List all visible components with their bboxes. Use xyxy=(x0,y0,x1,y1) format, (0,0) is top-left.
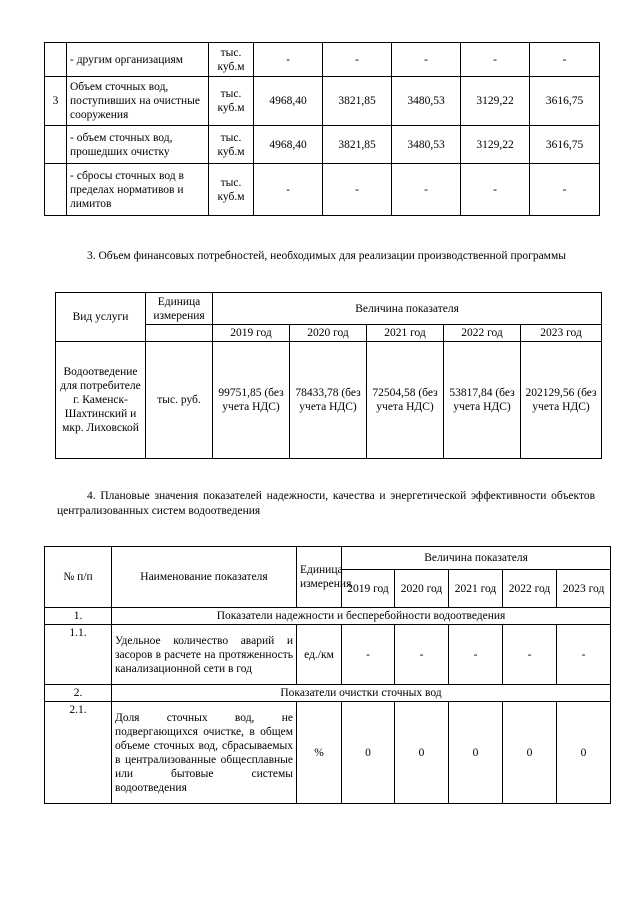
value-2023: 3616,75 xyxy=(530,126,600,164)
value-2019: - xyxy=(254,43,323,77)
table-row xyxy=(45,126,600,164)
value-2020: 0 xyxy=(395,702,449,804)
section-title: Показатели очистки сточных вод xyxy=(112,685,611,702)
header-unit-blank xyxy=(146,325,213,342)
header-value: Величина показателя xyxy=(213,293,602,325)
row-unit: тыс. куб.м xyxy=(209,43,254,77)
table-row xyxy=(45,164,600,216)
header-year: 2019 год xyxy=(342,570,395,608)
section-number: 2. xyxy=(45,685,112,702)
header-year: 2020 год xyxy=(395,570,449,608)
value-2021: 3480,53 xyxy=(392,77,461,126)
header-name: Наименование показателя xyxy=(112,547,297,608)
header-year: 2023 год xyxy=(557,570,611,608)
value-2022: 53817,84 (без учета НДС) xyxy=(444,342,521,459)
header-unit: Единица измерения xyxy=(297,547,342,608)
header-year: 2023 год xyxy=(521,325,602,342)
header-year: 2022 год xyxy=(444,325,521,342)
row-number xyxy=(45,164,67,216)
table-indicators xyxy=(44,546,611,804)
value-2023: 3616,75 xyxy=(530,77,600,126)
row-number: 1.1. xyxy=(45,625,112,685)
header-value: Величина показателя xyxy=(342,547,611,570)
header-year: 2022 год xyxy=(503,570,557,608)
row-number: 3 xyxy=(45,77,67,126)
value-2020: 3821,85 xyxy=(323,126,392,164)
value-2022: - xyxy=(461,43,530,77)
table-row xyxy=(45,702,611,804)
value-2021: - xyxy=(392,164,461,216)
row-name: Доля сточных вод, не подвергающихся очистке, в общем объеме сточных вод, сбрасываемых в централизованные общесплавные или бытовые системы водоотведения xyxy=(112,702,297,804)
value-2020: 3821,85 xyxy=(323,77,392,126)
header-year: 2019 год xyxy=(213,325,290,342)
section-row xyxy=(45,608,611,625)
value-2021: 3480,53 xyxy=(392,126,461,164)
value-2019: 4968,40 xyxy=(254,77,323,126)
header-number: № п/п xyxy=(45,547,112,608)
value-2022: - xyxy=(461,164,530,216)
row-unit: тыс. куб.м xyxy=(209,77,254,126)
header-service: Вид услуги xyxy=(56,293,146,342)
value-2022: - xyxy=(503,625,557,685)
table-row xyxy=(45,43,600,77)
value-2020: - xyxy=(323,164,392,216)
row-number xyxy=(45,126,67,164)
value-2020: - xyxy=(323,43,392,77)
value-2023: 0 xyxy=(557,702,611,804)
section-4-heading: 4. Плановые значения показателей надежности, качества и энергетической эффективности объектов централизованных систем водоотведения xyxy=(57,490,595,517)
row-name: - другим организациям xyxy=(67,43,209,77)
value-2022: 0 xyxy=(503,702,557,804)
section-row xyxy=(45,685,611,702)
row-unit: % xyxy=(297,702,342,804)
section-title: Показатели надежности и бесперебойности водоотведения xyxy=(112,608,611,625)
table-header-row xyxy=(56,293,602,325)
value-2020: 78433,78 (без учета НДС) xyxy=(290,342,367,459)
value-2021: - xyxy=(392,43,461,77)
section-3-heading: 3. Объем финансовых потребностей, необходимых для реализации производственной программы xyxy=(87,250,566,262)
row-number xyxy=(45,43,67,77)
table-row xyxy=(45,77,600,126)
value-2019: - xyxy=(254,164,323,216)
row-unit: тыс. куб.м xyxy=(209,126,254,164)
value-2021: 72504,58 (без учета НДС) xyxy=(367,342,444,459)
row-name: Объем сточных вод, поступивших на очистные сооружения xyxy=(67,77,209,126)
header-unit: Единица измерения xyxy=(146,293,213,325)
row-name: Удельное количество аварий и засоров в расчете на протяженность канализационной сети в год xyxy=(112,625,297,685)
table-header-row xyxy=(45,547,611,570)
value-2020: - xyxy=(395,625,449,685)
row-name: - объем сточных вод, прошедших очистку xyxy=(67,126,209,164)
service-unit: тыс. руб. xyxy=(146,342,213,459)
value-2023: - xyxy=(530,164,600,216)
section-number: 1. xyxy=(45,608,112,625)
table-row xyxy=(45,625,611,685)
table-financial-needs xyxy=(55,292,602,459)
value-2023: 202129,56 (без учета НДС) xyxy=(521,342,602,459)
value-2023: - xyxy=(557,625,611,685)
header-year: 2021 год xyxy=(449,570,503,608)
value-2019: - xyxy=(342,625,395,685)
table-water-volumes xyxy=(44,42,600,216)
value-2019: 4968,40 xyxy=(254,126,323,164)
value-2023: - xyxy=(530,43,600,77)
header-year: 2020 год xyxy=(290,325,367,342)
value-2022: 3129,22 xyxy=(461,126,530,164)
value-2019: 0 xyxy=(342,702,395,804)
row-unit: тыс. куб.м xyxy=(209,164,254,216)
row-name: - сбросы сточных вод в пределах нормативов и лимитов xyxy=(67,164,209,216)
row-unit: ед./км xyxy=(297,625,342,685)
value-2019: 99751,85 (без учета НДС) xyxy=(213,342,290,459)
header-year: 2021 год xyxy=(367,325,444,342)
table-row xyxy=(56,342,602,459)
value-2021: - xyxy=(449,625,503,685)
row-number: 2.1. xyxy=(45,702,112,804)
value-2021: 0 xyxy=(449,702,503,804)
value-2022: 3129,22 xyxy=(461,77,530,126)
service-name: Водоотведение для потребителе г. Каменск-Шахтинский и мкр. Лиховской xyxy=(56,342,146,459)
